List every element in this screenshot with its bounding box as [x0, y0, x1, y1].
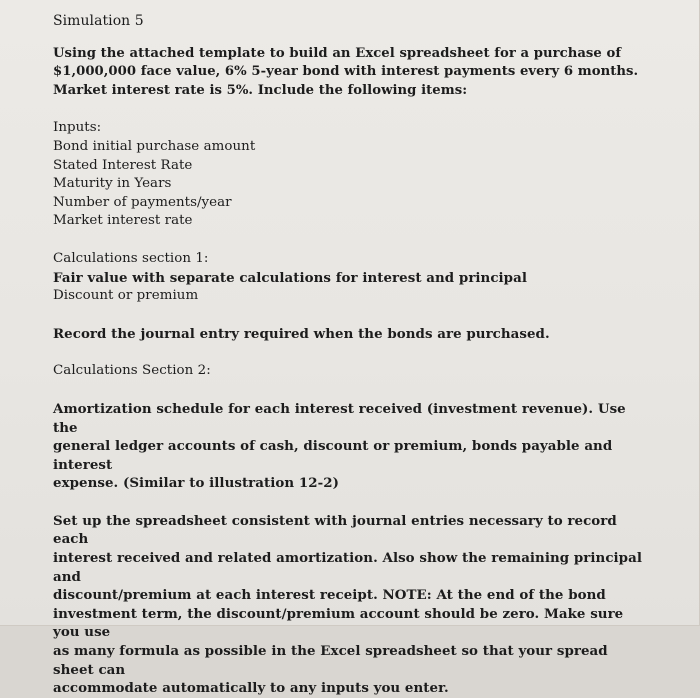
setup-line: accommodate automatically to any inputs you enter.: [53, 680, 449, 697]
calculations-2-heading: Calculations Section 2:: [53, 363, 211, 379]
calculations-1-list: [53, 269, 653, 306]
setup-paragraph: [53, 512, 653, 698]
calculations-1-item: Fair value with separate calculations for interest and principal: [53, 269, 527, 286]
inputs-list-item: Maturity in Years: [53, 176, 172, 192]
calculations-1-item: Discount or premium: [53, 288, 199, 304]
amortization-line: Amortization schedule for each interest received (investment revenue). Use the: [53, 400, 626, 436]
document-content: [53, 12, 653, 698]
setup-line: as many formula as possible in the Excel spreadsheet so that your spread sheet can: [53, 643, 608, 678]
intro-line: $1,000,000 face value, 6% 5-year bond with interest payments every 6 months.: [53, 64, 639, 80]
inputs-list-item: Stated Interest Rate: [53, 157, 193, 173]
amortization-paragraph: [53, 400, 653, 493]
intro-paragraph: [53, 45, 653, 101]
inputs-list-item: Market interest rate: [53, 213, 193, 229]
amortization-line: general ledger accounts of cash, discount or premium, bonds payable and interest: [53, 438, 613, 473]
setup-line: interest received and related amortization. Also show the remaining principal and: [53, 550, 642, 585]
inputs-list-item: Number of payments/year: [53, 194, 232, 210]
journal-entry-instruction: Record the journal entry required when the bonds are purchased.: [53, 325, 550, 342]
setup-line: investment term, the discount/premium account should be zero. Make sure you use: [53, 605, 624, 641]
inputs-list: [53, 138, 653, 231]
page-title: Simulation 5: [53, 13, 144, 29]
intro-line: Market interest rate is 5%. Include the following items:: [53, 82, 468, 98]
setup-line: discount/premium at each interest receipt. NOTE: At the end of the bond: [53, 587, 606, 604]
intro-line: Using the attached template to build an Excel spreadsheet for a purchase of: [53, 45, 622, 61]
calculations-1-heading: Calculations section 1:: [53, 250, 209, 266]
inputs-list-item: Bond initial purchase amount: [53, 138, 256, 154]
amortization-line: expense. (Similar to illustration 12-2): [53, 475, 339, 492]
setup-line: Set up the spreadsheet consistent with journal entries necessary to record each: [53, 512, 617, 548]
inputs-heading: Inputs:: [53, 120, 102, 136]
